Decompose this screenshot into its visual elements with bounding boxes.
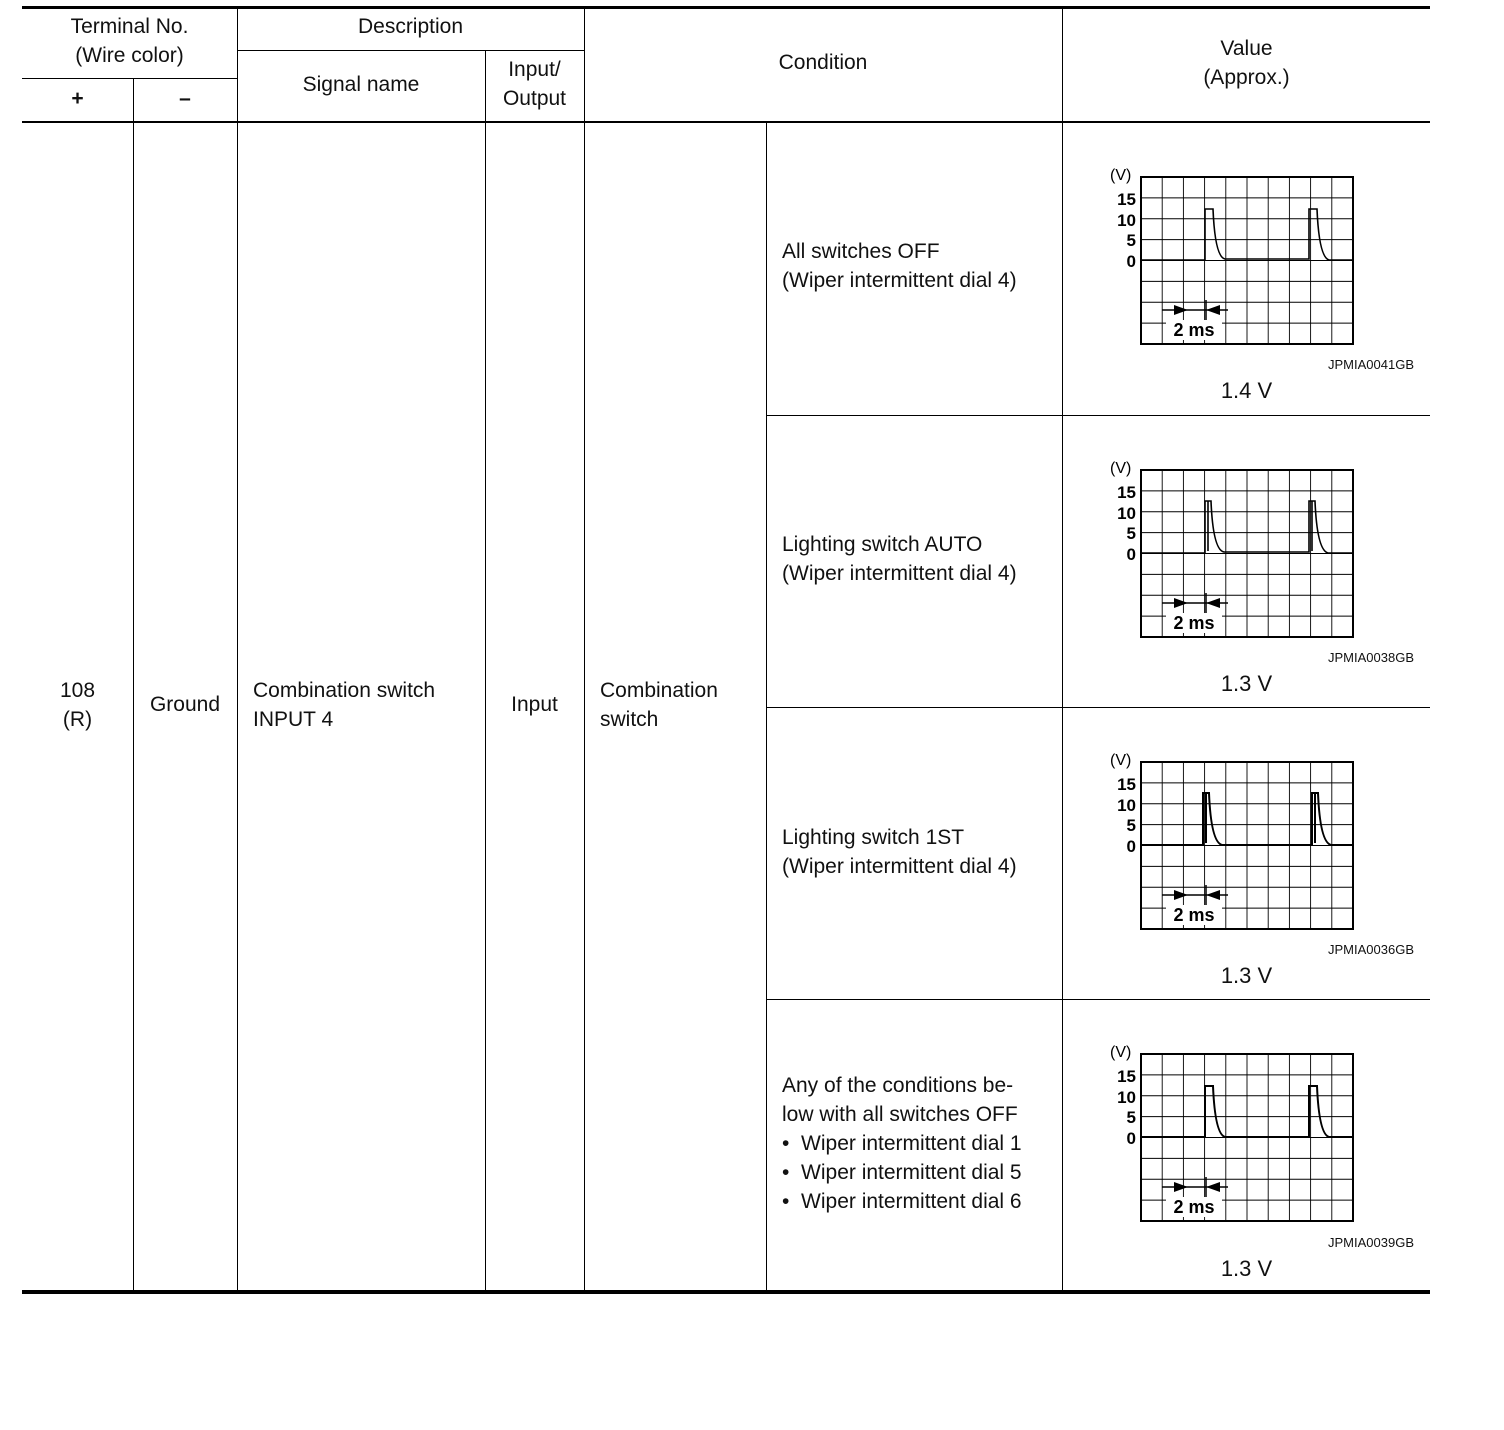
case-condition-line: Lighting switch 1ST	[782, 826, 965, 849]
scope-tick: 15	[1117, 775, 1136, 794]
scope-tick: 5	[1126, 231, 1136, 250]
figure-id: JPMIA0038GB	[1328, 650, 1414, 665]
scope-tick: 0	[1126, 1129, 1136, 1148]
oscilloscope-waveform	[1100, 747, 1430, 947]
oscilloscope-waveform	[1100, 455, 1430, 655]
header-value-2: (Approx.)	[1203, 66, 1290, 89]
scope-tick: 15	[1117, 483, 1136, 502]
signal-name-line-2: INPUT 4	[253, 708, 334, 731]
case-bullet-text: Wiper intermittent dial 5	[801, 1161, 1022, 1184]
scope-tick: 0	[1126, 837, 1136, 856]
terminal-wire-color: (R)	[62, 708, 93, 731]
scope-tick: 10	[1117, 1088, 1136, 1107]
case-condition-line: Lighting switch AUTO	[782, 533, 983, 556]
condition-line-1: Combination	[600, 679, 718, 702]
scope-time-label: 2 ms	[1173, 320, 1215, 340]
figure-id: JPMIA0041GB	[1328, 357, 1414, 372]
scope-unit: (V)	[1110, 460, 1132, 477]
case-condition-line: (Wiper intermittent dial 4)	[782, 562, 1017, 585]
scope-time-label: 2 ms	[1173, 1197, 1215, 1217]
figure-id: JPMIA0036GB	[1328, 942, 1414, 957]
header-wire-color: (Wire color)	[75, 44, 184, 67]
terminal-number: 108	[59, 679, 96, 702]
scope-unit: (V)	[1110, 1044, 1132, 1061]
header-description: Description	[357, 15, 464, 38]
case-condition-line: All switches OFF	[782, 240, 940, 263]
case-bullet-item: • Wiper intermittent dial 1	[782, 1132, 1022, 1155]
oscilloscope-waveform	[1100, 1039, 1430, 1239]
signal-name-line-1: Combination switch	[253, 679, 436, 702]
header-signal-name: Signal name	[302, 73, 420, 96]
figure-id: JPMIA0039GB	[1328, 1235, 1414, 1250]
scope-unit: (V)	[1110, 752, 1132, 769]
header-input-output-1: Input/	[508, 58, 561, 81]
input-output: Input	[511, 693, 558, 716]
header-input-output-2: Output	[502, 87, 567, 110]
case-bullet-item: • Wiper intermittent dial 6	[782, 1190, 1022, 1213]
header-terminal-no: Terminal No.	[70, 15, 189, 38]
oscilloscope-waveform	[1100, 162, 1430, 362]
case-condition-line: (Wiper intermittent dial 4)	[782, 855, 1017, 878]
header-value-1: Value	[1220, 37, 1273, 60]
scope-time-label: 2 ms	[1173, 905, 1215, 925]
case-value: 1.3 V	[1220, 963, 1273, 988]
case-bullet-item: • Wiper intermittent dial 5	[782, 1161, 1022, 1184]
scope-tick: 5	[1126, 816, 1136, 835]
scope-tick: 0	[1126, 545, 1136, 564]
case-condition-line: (Wiper intermittent dial 4)	[782, 269, 1017, 292]
header-plus: +	[71, 87, 84, 110]
case-value: 1.3 V	[1220, 1256, 1273, 1281]
scope-tick: 10	[1117, 796, 1136, 815]
header-minus: –	[179, 87, 191, 110]
terminal-minus: Ground	[149, 693, 221, 716]
scope-tick: 15	[1117, 1067, 1136, 1086]
condition-line-2: switch	[600, 708, 659, 731]
case-condition-line: Any of the conditions be-	[782, 1074, 1014, 1097]
scope-tick: 5	[1126, 1108, 1136, 1127]
scope-tick: 5	[1126, 524, 1136, 543]
case-bullet-text: Wiper intermittent dial 1	[801, 1132, 1022, 1155]
scope-tick: 10	[1117, 211, 1136, 230]
scope-tick: 0	[1126, 252, 1136, 271]
case-value: 1.4 V	[1220, 378, 1273, 403]
scope-unit: (V)	[1110, 167, 1132, 184]
case-condition-line: low with all switches OFF	[782, 1103, 1018, 1126]
scope-tick: 10	[1117, 504, 1136, 523]
scope-time-label: 2 ms	[1173, 613, 1215, 633]
case-value: 1.3 V	[1220, 671, 1273, 696]
case-bullet-text: Wiper intermittent dial 6	[801, 1190, 1022, 1213]
scope-tick: 15	[1117, 190, 1136, 209]
header-condition: Condition	[778, 51, 868, 74]
